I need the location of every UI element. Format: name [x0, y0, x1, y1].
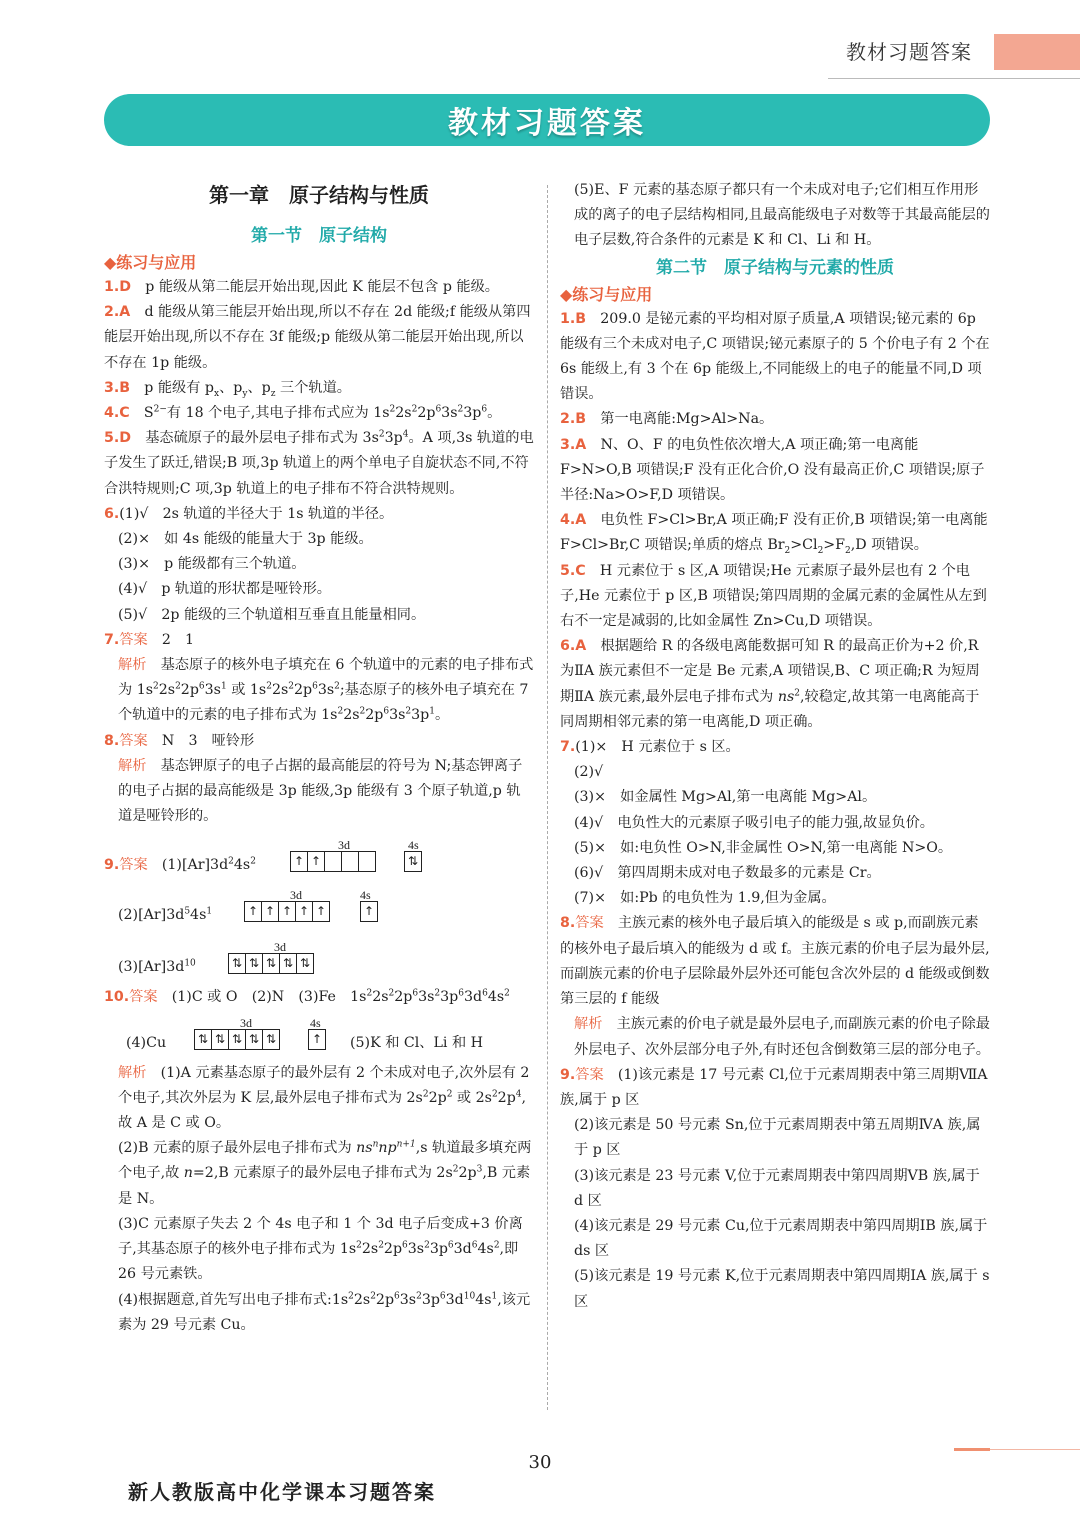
practice-heading: ◆练习与应用: [104, 253, 197, 272]
answer-7: 7.答案 2 1: [104, 631, 195, 648]
s2-answer-7-6: (6)√ 第四周期未成对电子数最多的元素是 Cr。: [574, 865, 881, 882]
answer-9-1: 9.答案 $(1)[Ar]3d^24s^2$ 3d 4s ↑ ↑ ⇅: [104, 835, 534, 885]
s2-answer-9-5: (5)该元素是 19 号元素 K,位于元素周期表中第四周期ⅠA 族,属于 s 区: [574, 1268, 990, 1310]
s2-answer-7-5: (5)× 如:电负性 O>N,非金属性 O>N,第一电离能 N>O。: [574, 839, 953, 856]
analysis-7: 解析 基态原子的核外电子填充在 6 个轨道中的元素的电子排布式为 $1s^22s^22p^63s^1$ 或 $1s^22s^22p^63s^2$;基态原子的核外电子填充在 7 个轨道中的元素的电子排布式为 $1s^22s^22p^63s^23p^1$。: [118, 657, 534, 724]
s2-answer-7-4: (4)√ 电负性大的元素原子吸引电子的能力强,故显负价。: [574, 814, 934, 831]
analysis-10-5: (5)E、F 元素的基态原子都只有一个未成对电子;它们相互作用形成的离子的电子层结构相同,且最高能级电子对数等于其最高能层的电子层数,符合条件的元素是 K 和 Cl、Li 和 H。: [574, 182, 990, 249]
answer-9-2: $(2)[Ar]3d^54s^1$ 3d 4s ↑ ↑ ↑ ↑ ↑ ↑: [104, 885, 534, 935]
answer-3: 3.B p 能级有 $p_x$、$p_y$、$p_z$ 三个轨道。: [104, 379, 351, 399]
answer-2: 2.A d 能级从第三能层开始出现,所以不存在 2d 能级;f 能级从第四能层开始出现,所以不存在 3f 能级;p 能级从第二能层开始出现,所以不存在 1p 能级。: [104, 304, 531, 371]
s2-answer-9-1: 9.答案 (1)该元素是 17 号元素 Cl,位于元素周期表中第三周期ⅦA 族,属于 p 区: [560, 1066, 988, 1108]
column-divider: [547, 185, 548, 1410]
header-accent: [994, 34, 1080, 70]
answer-8: 8.答案 N 3 哑铃形: [104, 732, 255, 749]
answer-10-4: (4)Cu 3d 4s ⇅ ⇅ ⇅ ⇅ ⇅ ↑ (5)K 和 Cl、Li 和 H: [126, 1015, 484, 1051]
s2-answer-1: 1.B 209.0 是铋元素的平均相对原子质量,A 项错误;铋元素的 6p 能级有三个未成对电子,C 项错误;铋元素原子的 5 个价电子有 2 个在 6s 能级上,有 3 个在 6p 能级上,不同能级上的电子的能量不同,D 项错误。: [560, 310, 990, 403]
practice-heading-2: ◆练习与应用: [560, 284, 653, 304]
answer-6-2: (2)× 如 4s 能级的能量大于 3p 能级。: [118, 531, 373, 548]
chapter-title: 第一章 原子结构与性质: [209, 183, 429, 207]
header-rule: [828, 78, 1080, 79]
analysis-10-2: (2)B 元素的原子最外层电子排布式为 $ns^nnp^{n+1},s$ 轨道最多填充两个电子,故 n=2,B 元素原子的最外层电子排布式为 $2s^22p^3,B$ 元素是 N。: [118, 1139, 532, 1207]
s2-answer-7-7: (7)× 如:Pb 的电负性为 1.9,但为金属。: [574, 890, 836, 907]
section-title-1: 第一节 原子结构: [251, 226, 387, 246]
right-column: [560, 178, 990, 1315]
banner-title: 教材习题答案: [448, 106, 646, 141]
answer-5: 5.D 基态硫原子的最外层电子排布式为 $3s^23p^4$。A 项,3s 轨道的电子发生了跃迁,错误;B 项,3p 轨道上的两个单电子自旋状态不同,不符合洪特规则;C 项,3p 轨道上的电子排布不符合洪特规则。: [104, 429, 534, 497]
answer-9-3: $(3)[Ar]3d^{10}$ 3d ⇅ ⇅ ⇅ ⇅ ⇅: [104, 935, 534, 985]
orbital-3d: ↑ ↑ ↑ ↑ ↑: [244, 901, 330, 922]
s2-answer-4: 4.A 电负性 F>Cl>Br,A 项正确;F 没有正价,B 项错误;第一电离能 F>Cl>Br,C 项错误;单质的熔点 $Br_2>Cl_2>F_2,D$ 项错误。: [560, 512, 988, 557]
section-title-2: 第二节 原子结构与元素的性质: [656, 257, 894, 278]
s2-answer-3: 3.A N、O、F 的电负性依次增大,A 项正确;第一电离能 F>N>O,B 项错误;F 没有正化合价,O 没有最高正价,C 项错误;原子半径:Na>O>F,D 项错误。: [560, 436, 985, 504]
left-column: [104, 178, 534, 1338]
s2-answer-5: 5.C H 元素位于 s 区,A 项错误;He 元素原子最外层也有 2 个电子,He 元素位于 p 区,B 项错误;第四周期的金属元素的金属性从左到右不一定是减弱的,比如金属性 Zn>Cu,D 项错误。: [560, 562, 987, 630]
analysis-10-1: 解析 (1)A 元素基态原子的最外层有 2 个未成对电子,次外层有 2 个电子,其次外层为 K 层,最外层电子排布式为 $2s^22p^2$ 或 $2s^22p^4$,故 A 是 C 或 O。: [118, 1064, 530, 1132]
page-number: 30: [528, 1452, 552, 1473]
footer-rule: [990, 1449, 1080, 1450]
analysis-10-3: (3)C 元素原子失去 2 个 4s 电子和 1 个 3d 电子后变成+3 价离子,其基态原子的核外电子排布式为 $1s^22s^22p^63s^23p^63d^64s^2$,即 26 号元素铁。: [118, 1215, 523, 1283]
orbital-3d: ↑ ↑: [290, 851, 376, 872]
s2-answer-6: 6.A 根据题给 R 的各级电离能数据可知 R 的最高正价为+2 价,R 为ⅡA 族元素但不一定是 Be 元素,A 项错误,B、C 项正确;R 为短周期ⅡA 族元素,最外层电子排布式为 $ns^2$,较稳定,故其第一电离能高于同周期相邻元素的第一电离能,D 项正确。: [560, 638, 980, 730]
answer-4: 4.C $S^{2-}$有 18 个电子,其电子排布式应为 $1s^22s^22p^63s^23p^6$。: [104, 404, 502, 422]
answer-10: 10.答案 (1)C 或 O (2)N (3)Fe $1s^22s^22p^63s^23p^63d^64s^2$: [104, 988, 510, 1006]
answer-6-4: (4)√ p 轨道的形状都是哑铃形。: [118, 581, 331, 598]
analysis-10-4: (4)根据题意,首先写出电子排布式$:1s^22s^22p^63s^23p^63d^{10}4s^1$,该元素为 29 号元素 Cu。: [118, 1290, 531, 1333]
answer-6-1: 6.(1)√ 2s 轨道的半径大于 1s 轨道的半径。: [104, 505, 394, 522]
s2-answer-8: 8.答案 主族元素的核外电子最后填入的能级是 s 或 p,而副族元素的核外电子最后填入的能级为 d 或 f。主族元素的价电子层为最外层,而副族元素的价电子层除最外层外还可能包含次外层的 d 能级或倒数第三层的 f 能级: [560, 915, 990, 1008]
s2-answer-9-2: (2)该元素是 50 号元素 Sn,位于元素周期表中第五周期ⅣA 族,属于 p 区: [574, 1117, 981, 1159]
answer-6-3: (3)× p 能级都有三个轨道。: [118, 556, 306, 573]
title-banner: [104, 94, 990, 146]
orbital-4s: ↑: [308, 1029, 326, 1050]
footer-title: 新人教版高中化学课本习题答案: [128, 1480, 436, 1504]
footer-accent: [954, 1448, 990, 1451]
s2-answer-2: 2.B 第一电离能:Mg>Al>Na。: [560, 411, 774, 428]
s2-answer-7-3: (3)× 如金属性 Mg>Al,第一电离能 Mg>Al。: [574, 789, 877, 806]
s2-answer-7-1: 7.(1)× H 元素位于 s 区。: [560, 739, 740, 756]
answer-6-5: (5)√ 2p 能级的三个轨道相互垂直且能量相同。: [118, 606, 426, 623]
orbital-3d: ⇅ ⇅ ⇅ ⇅ ⇅: [194, 1029, 280, 1050]
orbital-4s: ↑: [360, 901, 378, 922]
analysis-8: 解析 基态钾原子的电子占据的最高能层的符号为 N;基态钾离子的电子占据的最高能级是 3p 能级,3p 能级有 3 个原子轨道,p 轨道是哑铃形的。: [118, 757, 523, 825]
s2-answer-9-4: (4)该元素是 29 号元素 Cu,位于元素周期表中第四周期ⅠB 族,属于 ds 区: [574, 1217, 988, 1260]
orbital-4s: ⇅: [404, 851, 422, 872]
header-title: 教材习题答案: [846, 40, 972, 64]
answer-1: 1.D p 能级从第二能层开始出现,因此 K 能层不包含 p 能级。: [104, 279, 499, 295]
s2-answer-9-3: (3)该元素是 23 号元素 V,位于元素周期表中第四周期ⅤB 族,属于 d 区: [574, 1167, 980, 1209]
orbital-3d: ⇅ ⇅ ⇅ ⇅ ⇅: [228, 953, 314, 974]
s2-answer-7-2: (2)√: [574, 764, 604, 781]
s2-analysis-8: 解析 主族元素的价电子就是最外层电子,而副族元素的价电子除最外层电子、次外层部分电子外,有时还包含倒数第三层的部分电子。: [574, 1016, 990, 1058]
